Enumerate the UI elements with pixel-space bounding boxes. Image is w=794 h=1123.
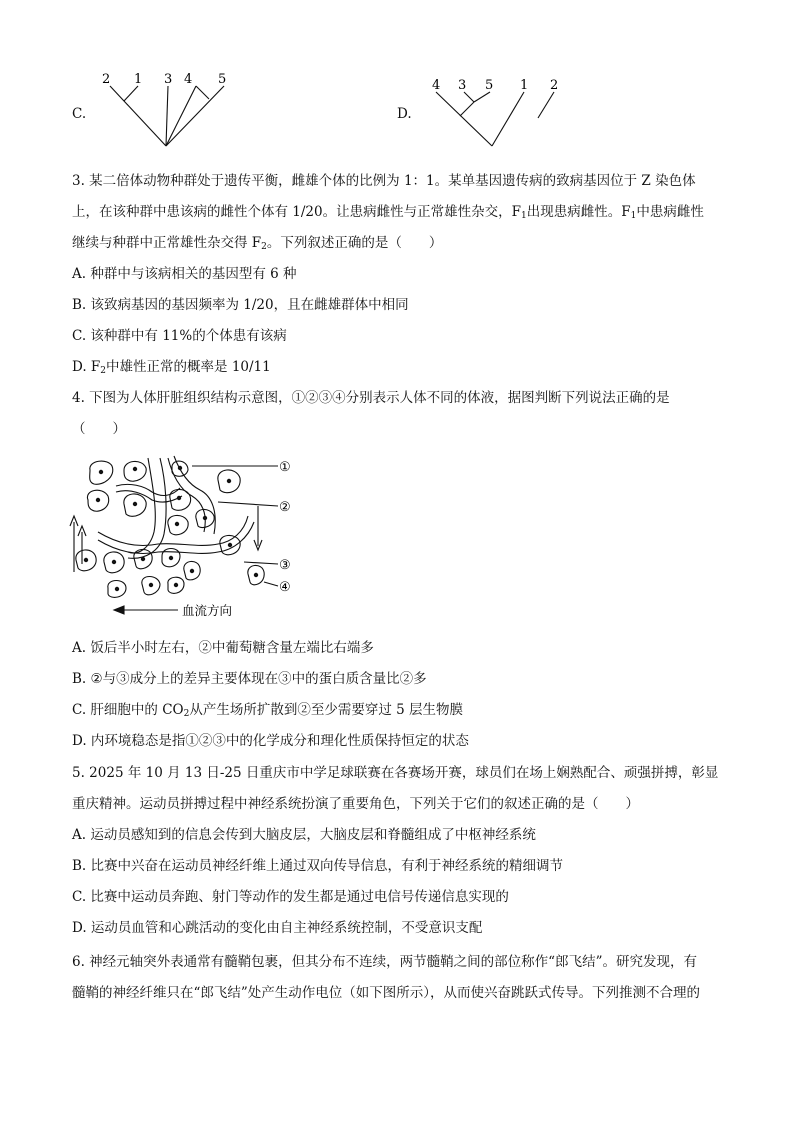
q3-option-d: D. $F_2$中雄性正常的概率是 10/11 (72, 359, 271, 376)
tree-c-leaf: 5 (218, 72, 227, 87)
tree-d-leaf: 1 (520, 78, 529, 93)
tree-diagram-c (96, 68, 246, 150)
figure-label-3: ③ (279, 558, 291, 573)
q5-stem-line2: 重庆精神。运动员拼搏过程中神经系统扮演了重要角色，下列关于它们的叙述正确的是（ ） (72, 796, 639, 812)
option-c-label: C. (72, 106, 87, 122)
q3-stem-line1: 3. 某二倍体动物种群处于遗传平衡，雌雄个体的比例为 1：1。某单基因遗传病的致病基因位于 Z 染色体 (72, 173, 696, 189)
figure-label-4: ④ (279, 580, 291, 595)
q4-option-a: A. 饭后半小时左右，②中葡萄糖含量左端比右端多 (72, 640, 374, 656)
q4-stem-line2: （ ） (72, 421, 126, 437)
figure-label-1: ① (279, 460, 291, 475)
q3-option-a: A. 种群中与该病相关的基因型有 6 种 (72, 266, 297, 282)
q5-option-a: A. 运动员感知到的信息会传到大脑皮层，大脑皮层和脊髓组成了中枢神经系统 (72, 827, 536, 843)
q3-stem-line2: 上，在该种群中患该病的雌性个体有 1/20。让患病雌性与正常雄性杂交，$F_1$出现患病雌性。$F_1$中患病雌性 (72, 204, 704, 221)
q5-option-c: C. 比赛中运动员奔跑、射门等动作的发生都是通过电信号传递信息实现的 (72, 889, 509, 905)
q6-stem-line1: 6. 神经元轴突外表通常有髓鞘包裹，但其分布不连续，两节髓鞘之间的部位称作“郎飞结”。研究发现，有 (72, 954, 697, 970)
q5-option-d: D. 运动员血管和心跳活动的变化由自主神经系统控制，不受意识支配 (72, 920, 483, 936)
q4-stem-line1: 4. 下图为人体肝脏组织结构示意图，①②③④分别表示人体不同的体液，据图判断下列说法正确的是 (72, 390, 670, 406)
tree-d-leaf: 3 (458, 78, 467, 93)
q5-option-b: B. 比赛中兴奋在运动员神经纤维上通过双向传导信息，有利于神经系统的精细调节 (72, 858, 564, 874)
option-d-label: D. (397, 106, 412, 122)
q3-option-c: C. 该种群中有 11%的个体患有该病 (72, 328, 287, 344)
liver-tissue-figure (68, 452, 308, 624)
tree-diagram-d (424, 68, 574, 150)
tree-c-leaf: 2 (102, 72, 111, 87)
tree-c-leaf: 3 (164, 72, 173, 87)
tree-c-leaf: 1 (134, 72, 143, 87)
tree-d-leaf: 4 (432, 78, 441, 93)
figure-label-2: ② (279, 500, 291, 515)
q4-option-d: D. 内环境稳态是指①②③中的化学成分和理化性质保持恒定的状态 (72, 733, 469, 749)
tree-d-leaf: 2 (550, 78, 559, 93)
q3-option-b: B. 该致病基因的基因频率为 1/20，且在雌雄群体中相同 (72, 297, 409, 313)
q5-stem-line1: 5. 2025 年 10 月 13 日-25 日重庆市中学足球联赛在各赛场开赛，球员们在场上娴熟配合、顽强拼搏，彰显 (72, 765, 719, 781)
q6-stem-line2: 髓鞘的神经纤维只在“郎飞结”处产生动作电位（如下图所示），从而使兴奋跳跃式传导。下列推测不合理的 (72, 985, 701, 1001)
tree-d-leaf: 5 (485, 78, 494, 93)
q4-option-c: C. 肝细胞中的 $CO_2$从产生场所扩散到②至少需要穿过 5 层生物膜 (72, 702, 464, 719)
tree-c-leaf: 4 (184, 72, 193, 87)
q4-option-b: B. ②与③成分上的差异主要体现在③中的蛋白质含量比②多 (72, 671, 427, 687)
q3-stem-line3: 继续与种群中正常雄性杂交得 $F_2$。下列叙述正确的是（ ） (72, 235, 443, 252)
figure-flow-label: 血流方向 (182, 603, 233, 618)
